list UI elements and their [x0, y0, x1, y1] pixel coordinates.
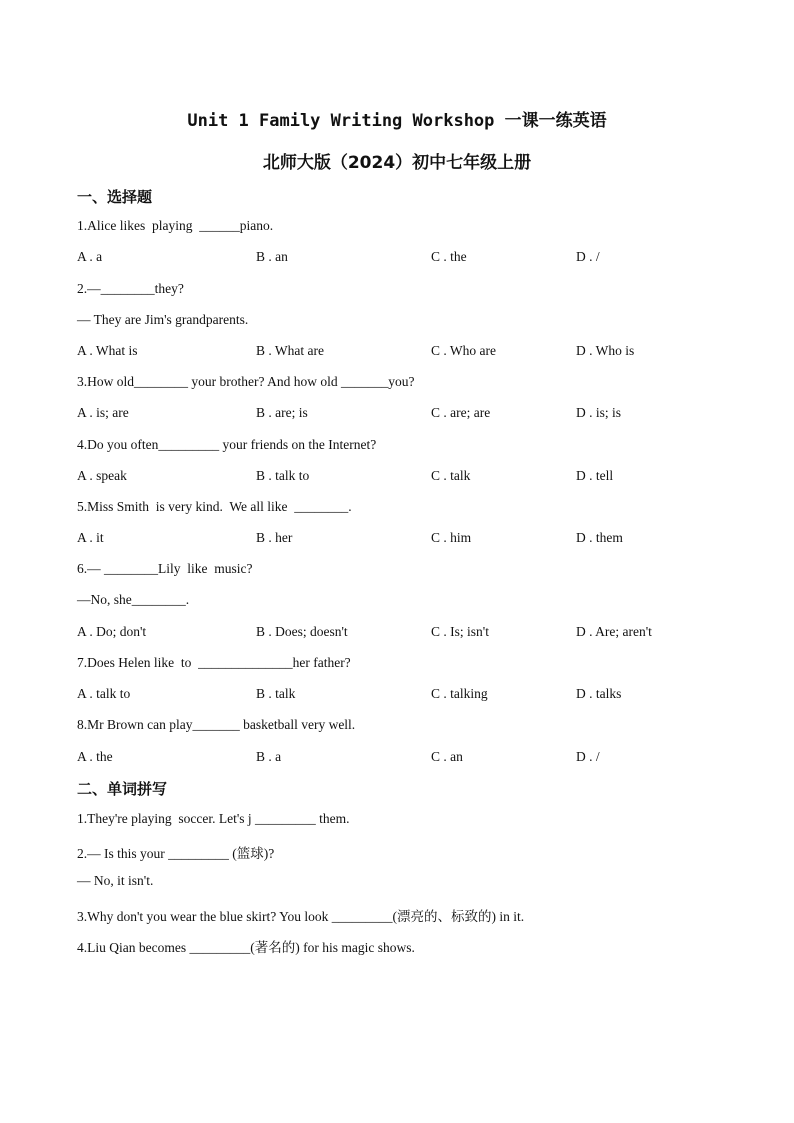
section-heading-spelling: 二、单词拼写	[77, 780, 168, 798]
option-a: A . the	[77, 749, 113, 764]
options-q2	[77, 343, 717, 361]
option-c: C . talking	[431, 686, 488, 701]
option-a: A . it	[77, 530, 104, 545]
spelling-item-1: 1.They're playing soccer. Let's j _________ them.	[77, 811, 350, 826]
question-2: 2.—________they?	[77, 281, 184, 296]
options-q7	[77, 686, 717, 704]
option-a: A . speak	[77, 468, 127, 483]
spelling-item-2-line-2: — No, it isn't.	[77, 873, 154, 888]
option-c: C . talk	[431, 468, 471, 483]
section-heading-choice: 一、选择题	[77, 188, 153, 206]
question-2-line-2: — They are Jim's grandparents.	[77, 312, 249, 327]
question-4: 4.Do you often_________ your friends on the Internet?	[77, 437, 377, 452]
question-6-line-2: —No, she________.	[77, 592, 190, 607]
option-b: B . talk	[256, 686, 296, 701]
options-q4	[77, 468, 717, 486]
question-8: 8.Mr Brown can play_______ basketball very well.	[77, 717, 356, 732]
option-b: B . a	[256, 749, 282, 764]
option-d: D . talks	[576, 686, 622, 701]
option-a: A . a	[77, 249, 103, 264]
option-b: B . talk to	[256, 468, 310, 483]
option-d: D . Who is	[576, 343, 635, 358]
page-title: Unit 1 Family Writing Workshop 一课一练英语	[187, 111, 607, 131]
spelling-item-2: 2.— Is this your _________ (篮球)?	[77, 846, 275, 861]
option-d: D . tell	[576, 468, 614, 483]
option-b: B . Does; doesn't	[256, 624, 348, 639]
option-c: C . him	[431, 530, 472, 545]
option-d: D . /	[576, 249, 600, 264]
option-d: D . them	[576, 530, 623, 545]
option-b: B . her	[256, 530, 293, 545]
option-a: A . Do; don't	[77, 624, 147, 639]
spelling-item-4: 4.Liu Qian becomes _________(著名的) for his magic shows.	[77, 940, 415, 955]
spelling-item-3: 3.Why don't you wear the blue skirt? You look _________(漂亮的、标致的) in it.	[77, 909, 525, 924]
question-7: 7.Does Helen like to ______________her father?	[77, 655, 351, 670]
option-c: C . Who are	[431, 343, 496, 358]
options-q1	[77, 249, 717, 267]
page-subtitle: 北师大版（2024）初中七年级上册	[262, 153, 532, 173]
options-q8	[77, 749, 717, 767]
option-d: D . Are; aren't	[576, 624, 652, 639]
question-5: 5.Miss Smith is very kind. We all like ________.	[77, 499, 352, 514]
option-a: A . is; are	[77, 405, 129, 420]
option-b: B . an	[256, 249, 288, 264]
option-d: D . /	[576, 749, 600, 764]
option-b: B . What are	[256, 343, 324, 358]
question-6: 6.— ________Lily like music?	[77, 561, 253, 576]
option-a: A . talk to	[77, 686, 131, 701]
option-d: D . is; is	[576, 405, 622, 420]
options-q3	[77, 405, 717, 423]
option-c: C . an	[431, 749, 463, 764]
options-q6	[77, 624, 717, 642]
option-a: A . What is	[77, 343, 138, 358]
question-3: 3.How old________ your brother? And how old _______you?	[77, 374, 415, 389]
option-c: C . the	[431, 249, 467, 264]
option-c: C . Is; isn't	[431, 624, 489, 639]
options-q5	[77, 530, 717, 548]
option-c: C . are; are	[431, 405, 491, 420]
option-b: B . are; is	[256, 405, 308, 420]
question-1: 1.Alice likes playing ______piano.	[77, 218, 274, 233]
